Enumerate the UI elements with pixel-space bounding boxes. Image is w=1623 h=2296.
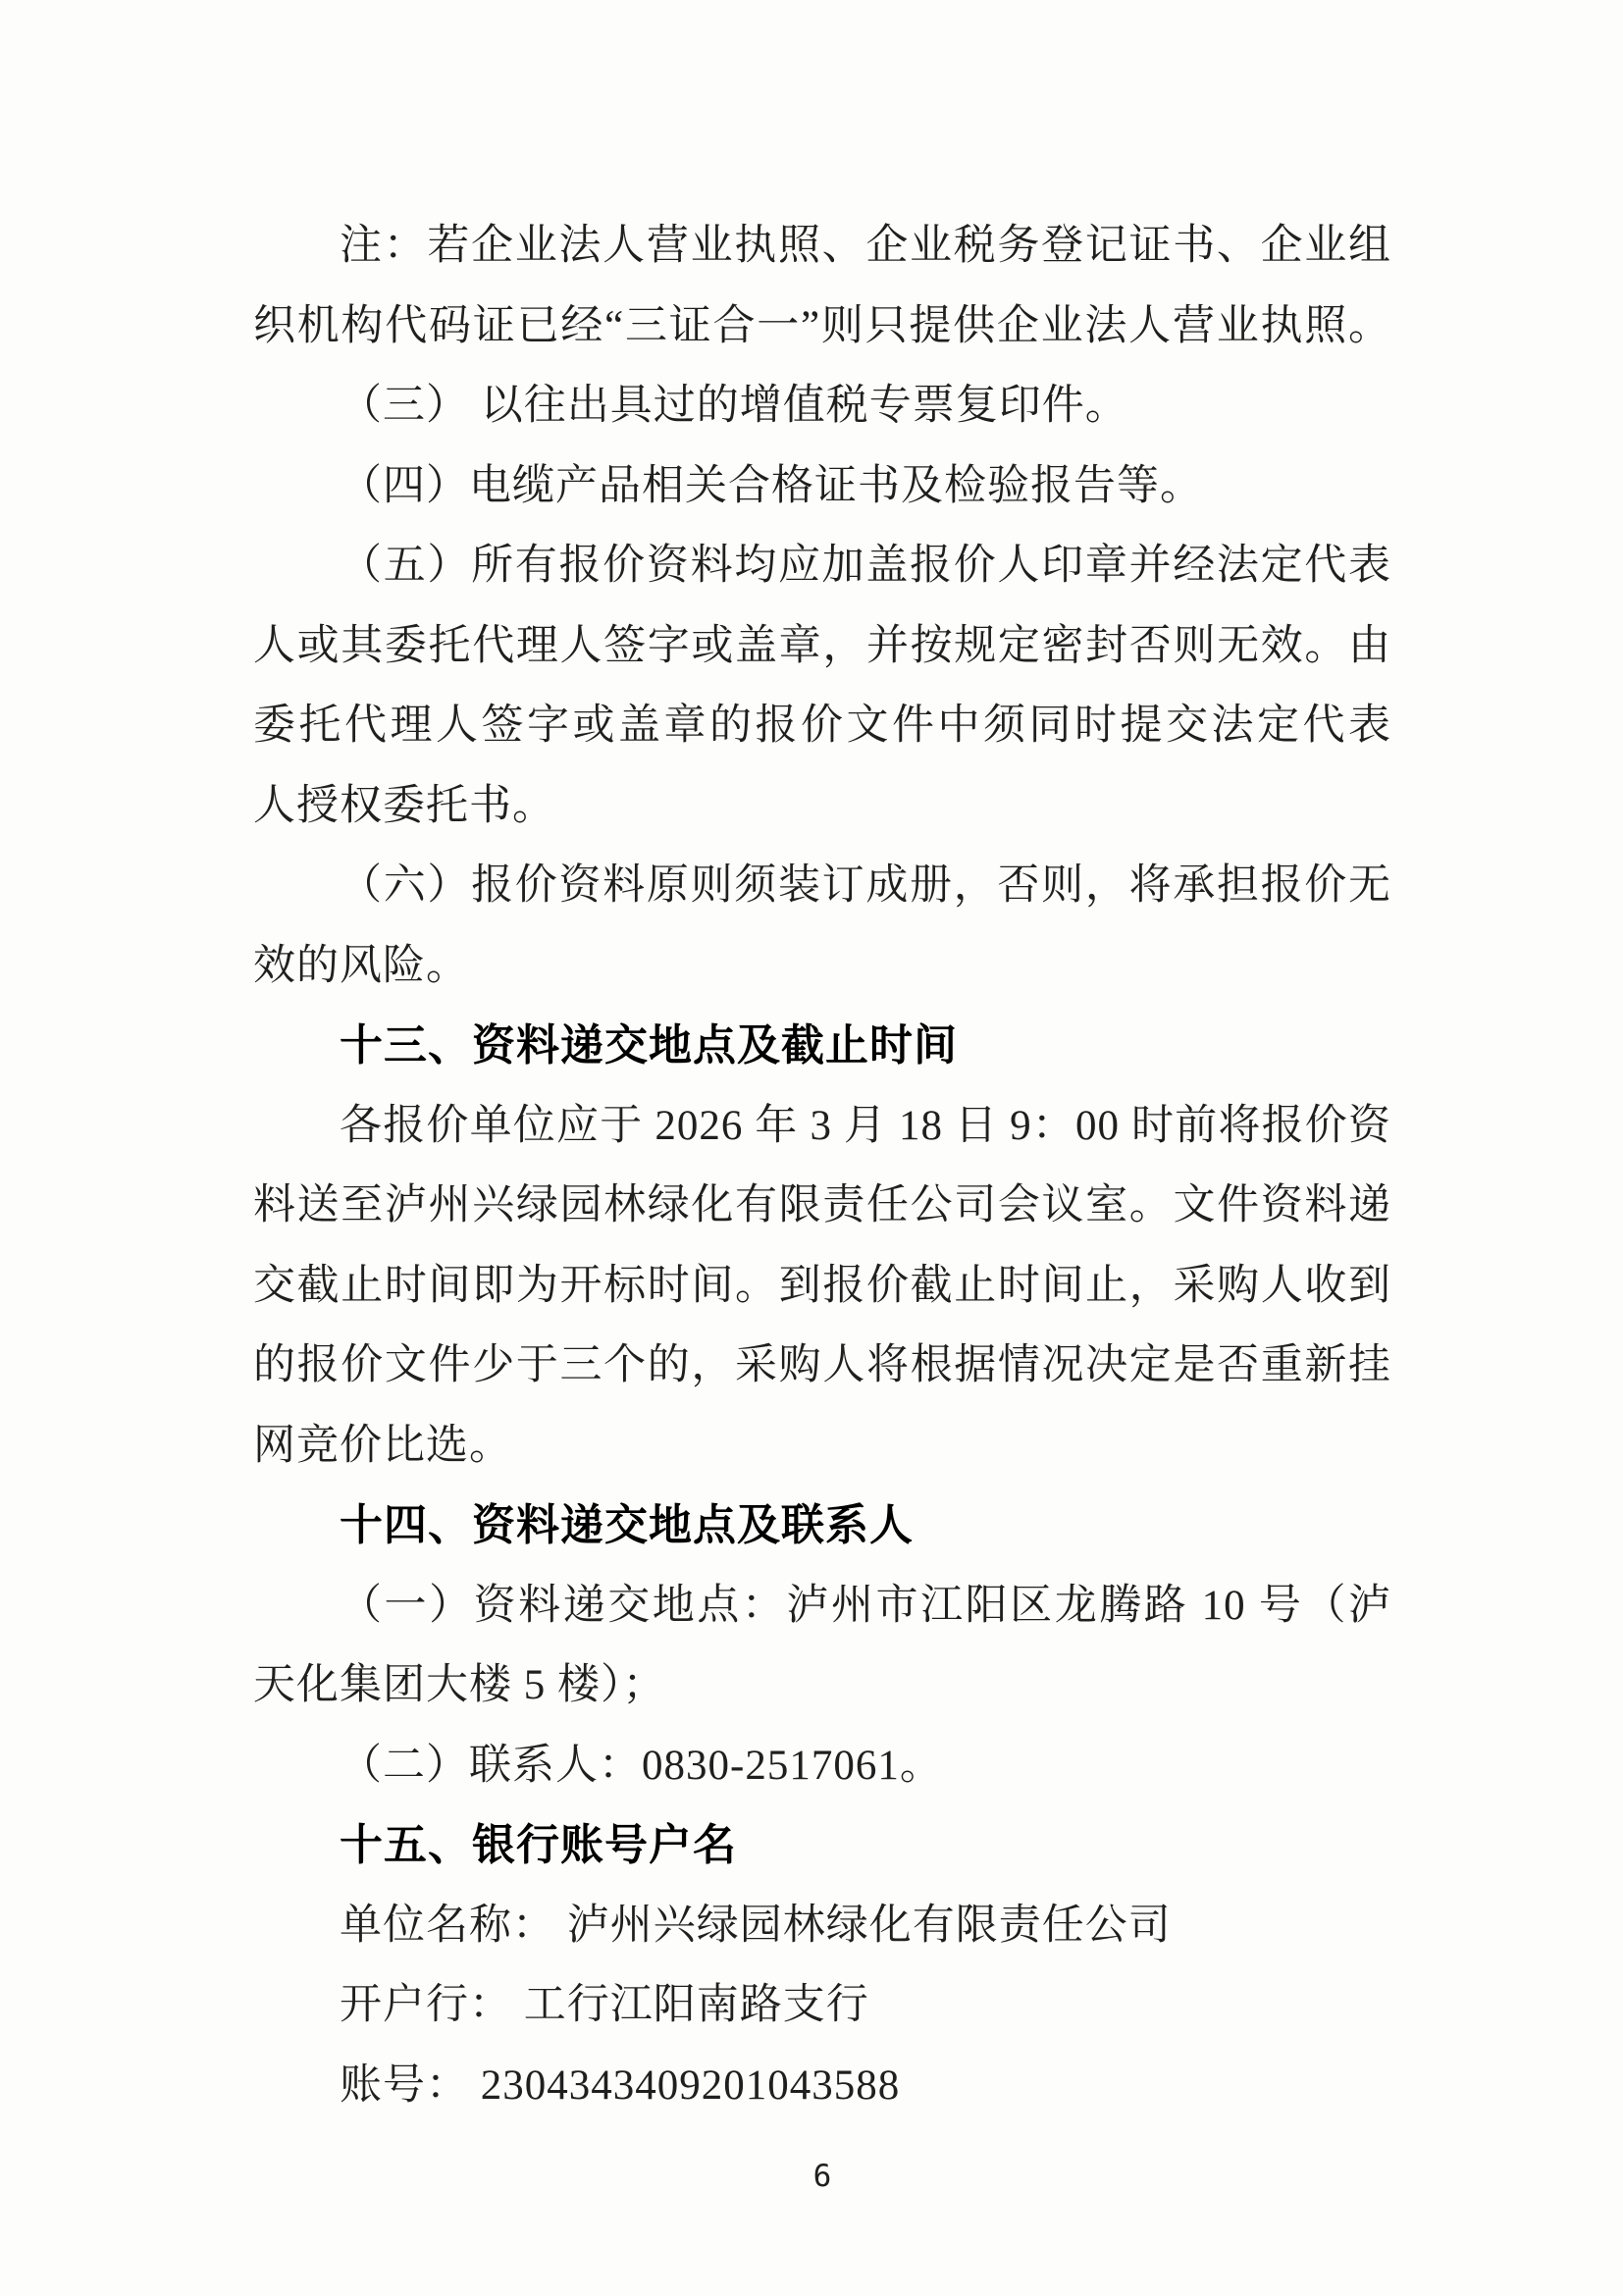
section-13-line-2: 料送至泸州兴绿园林绿化有限责任公司会议室。文件资料递 [253, 1182, 1391, 1228]
section-14-item-1-line-2: 天化集团大楼 5 楼）； [253, 1662, 666, 1708]
section-heading-14: 十四、资料递交地点及联系人 [340, 1501, 914, 1549]
item-5-line-3: 委托代理人签字或盖章的报价文件中须同时提交法定代表 [253, 703, 1391, 749]
section-13-line-1: 各报价单位应于 2026 年 3 月 18 日 9：00 时前将报价资 [340, 1102, 1391, 1149]
section-13-line-4: 的报价文件少于三个的，采购人将根据情况决定是否重新挂 [253, 1342, 1391, 1388]
note-line-2: 织机构代码证已经“三证合一”则只提供企业法人营业执照。 [253, 302, 1391, 349]
item-3: （三） 以往出具过的增值税专票复印件。 [340, 383, 1128, 429]
section-14-item-2: （二）联系人：0830-2517061。 [340, 1742, 943, 1789]
document-text-block [253, 206, 1391, 2125]
section-heading-13: 十三、资料递交地点及截止时间 [340, 1021, 958, 1070]
page-number: 6 [812, 2159, 832, 2194]
bank-branch: 开户行： 工行江阳南路支行 [340, 1982, 869, 2028]
bank-account-name: 单位名称： 泸州兴绿园林绿化有限责任公司 [340, 1902, 1172, 1949]
section-13-line-3: 交截止时间即为开标时间。到报价截止时间止，采购人收到 [253, 1262, 1391, 1309]
item-5-line-1: （五）所有报价资料均应加盖报价人印章并经法定代表 [340, 543, 1391, 589]
section-13-line-5: 网竞价比选。 [253, 1422, 512, 1469]
item-5-line-2: 人或其委托代理人签字或盖章，并按规定密封否则无效。由 [253, 622, 1391, 669]
note-line-1: 注：若企业法人营业执照、企业税务登记证书、企业组 [340, 223, 1391, 269]
item-4: （四）电缆产品相关合格证书及检验报告等。 [340, 462, 1203, 509]
section-heading-15: 十五、银行账号户名 [340, 1821, 737, 1869]
item-5-line-4: 人授权委托书。 [253, 782, 555, 829]
item-6-line-1: （六）报价资料原则须装订成册，否则，将承担报价无 [340, 862, 1391, 909]
bank-account-number: 账号： 2304343409201043588 [340, 2061, 901, 2109]
section-14-item-1-line-1: （一）资料递交地点：泸州市江阳区龙腾路 10 号（泸 [340, 1582, 1391, 1629]
item-6-line-2: 效的风险。 [253, 942, 469, 989]
